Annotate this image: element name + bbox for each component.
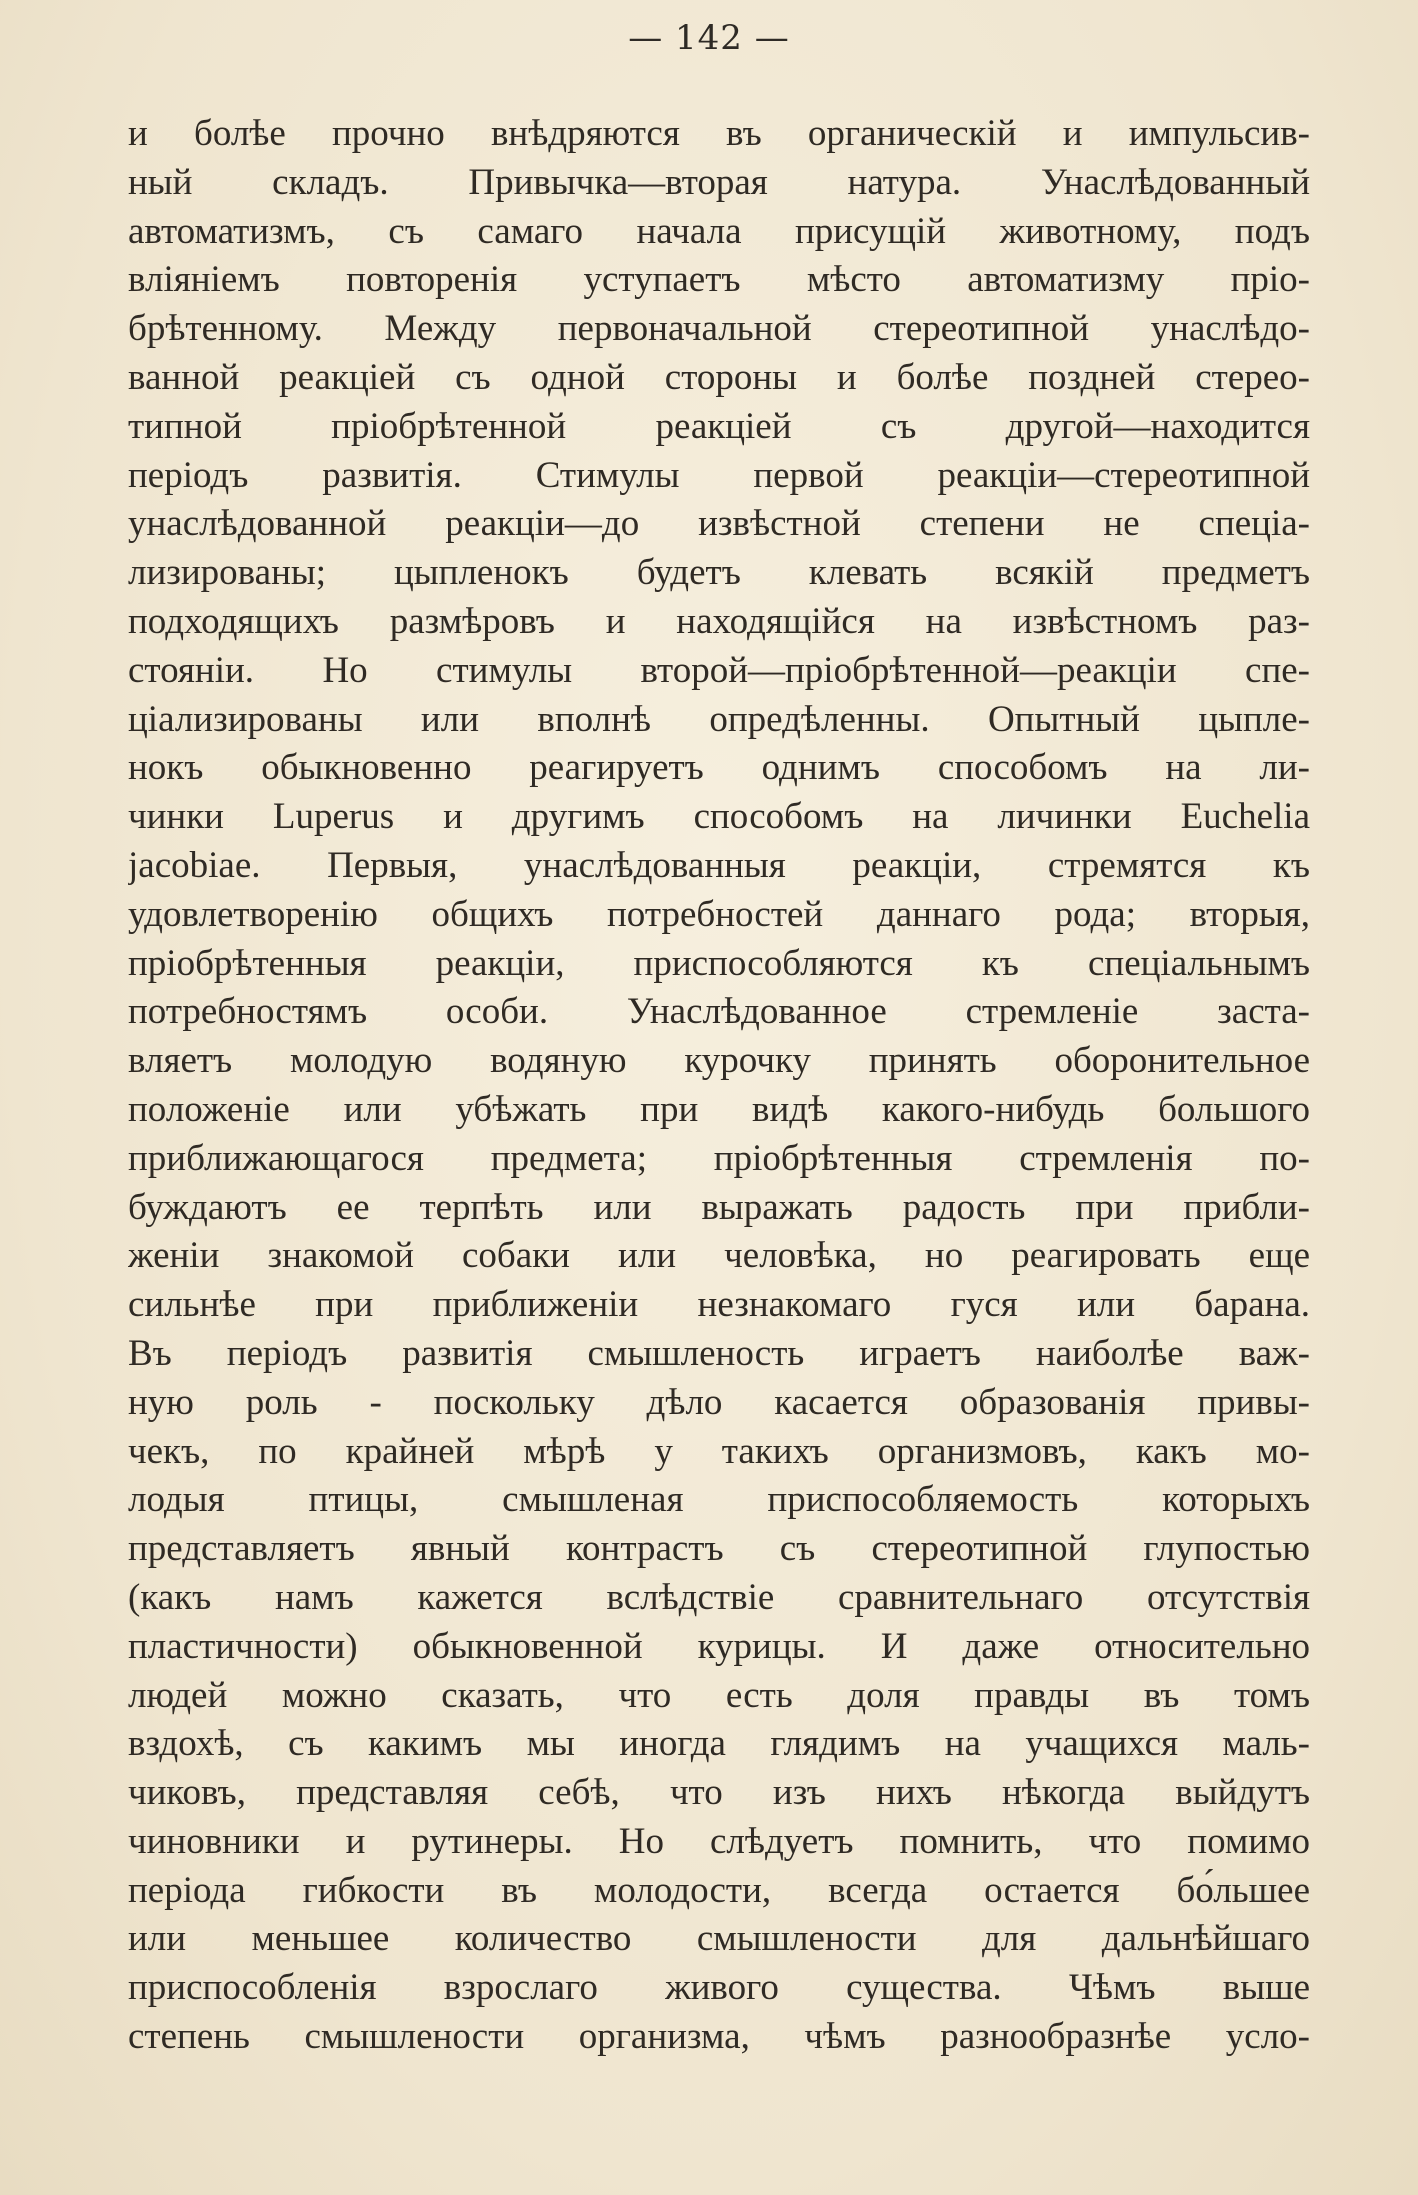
text-line: (какъ намъ кажется вслѣдствіе сравнительнаго отсутствія — [128, 1576, 1310, 1618]
text-line: автоматизмъ, съ самаго начала присущій животному, подъ — [128, 210, 1310, 252]
text-line: лизированы; цыпленокъ будетъ клевать всякій предметъ — [128, 552, 1310, 594]
text-line: періода гибкости въ молодости, всегда остается бо́льшее — [128, 1869, 1310, 1911]
text-line: женіи знакомой собаки или человѣка, но реагировать еще — [128, 1235, 1310, 1277]
text-line: людей можно сказать, что есть доля правды въ томъ — [128, 1674, 1310, 1716]
text-line: ванной реакціей съ одной стороны и болѣе поздней стерео- — [128, 356, 1310, 398]
text-line: jacobiae. Первыя, унаслѣдованныя реакціи, стремятся къ — [128, 844, 1310, 886]
page-number: — 142 — — [628, 18, 790, 58]
text-line: потребностямъ особи. Унаслѣдованное стремленіе заста- — [128, 991, 1310, 1033]
text-line: періодъ развитія. Стимулы первой реакціи—стереотипной — [128, 454, 1310, 496]
text-line: подходящихъ размѣровъ и находящійся на извѣстномъ раз- — [128, 600, 1310, 642]
text-line: положеніе или убѣжать при видѣ какого-нибудь большого — [128, 1088, 1310, 1130]
body-text — [128, 110, 1310, 2062]
text-line: вздохѣ, съ какимъ мы иногда глядимъ на учащихся маль- — [128, 1723, 1310, 1765]
text-line: ціализированы или вполнѣ опредѣленны. Опытный цыпле- — [128, 698, 1310, 740]
text-line: унаслѣдованной реакціи—до извѣстной степени не спеціа- — [128, 503, 1310, 545]
text-line: ный складъ. Привычка—вторая натура. Унаслѣдованный — [128, 161, 1310, 203]
text-line: сильнѣе при приближеніи незнакомаго гуся или барана. — [128, 1284, 1310, 1326]
text-line: чиковъ, представляя себѣ, что изъ нихъ нѣкогда выйдутъ — [128, 1772, 1310, 1814]
text-line: степень смышлености организма, чѣмъ разнообразнѣе усло- — [128, 2016, 1310, 2058]
text-line: чиновники и рутинеры. Но слѣдуетъ помнить, что помимо — [128, 1820, 1310, 1862]
text-line: Въ періодъ развитія смышленость играетъ наиболѣе важ- — [128, 1332, 1310, 1374]
text-line: представляетъ явный контрастъ съ стереотипной глупостью — [128, 1528, 1310, 1570]
text-line: лодыя птицы, смышленая приспособляемость которыхъ — [128, 1479, 1310, 1521]
text-line: стояніи. Но стимулы второй—пріобрѣтенной—реакціи спе- — [128, 649, 1310, 691]
text-line: типной пріобрѣтенной реакціей съ другой—находится — [128, 405, 1310, 447]
text-line: пластичности) обыкновенной курицы. И даже относительно — [128, 1625, 1310, 1667]
text-line: нокъ обыкновенно реагируетъ однимъ способомъ на ли- — [128, 747, 1310, 789]
text-line: или меньшее количество смышлености для дальнѣйшаго — [128, 1918, 1310, 1960]
text-line: ную роль - поскольку дѣло касается образованія привы- — [128, 1381, 1310, 1423]
text-line: брѣтенному. Между первоначальной стереотипной унаслѣдо- — [128, 308, 1310, 350]
text-line: и болѣе прочно внѣдряются въ органическій и импульсив- — [128, 113, 1310, 154]
text-line: приспособленія взрослаго живого существа. Чѣмъ выше — [128, 1967, 1310, 2009]
text-line: чекъ, по крайней мѣрѣ у такихъ организмовъ, какъ мо- — [128, 1430, 1310, 1472]
text-line: вляетъ молодую водяную курочку принять оборонительное — [128, 1040, 1310, 1082]
text-line: буждаютъ ее терпѣть или выражать радость при прибли- — [128, 1186, 1310, 1228]
text-line: пріобрѣтенныя реакціи, приспособляются къ спеціальнымъ — [128, 942, 1310, 984]
text-line: приближающагося предмета; пріобрѣтенныя стремленія по- — [128, 1137, 1310, 1179]
text-line: вліяніемъ повторенія уступаетъ мѣсто автоматизму пріо- — [128, 259, 1310, 301]
text-line: удовлетворенію общихъ потребностей даннаго рода; вторыя, — [128, 893, 1310, 935]
text-line: чинки Luperus и другимъ способомъ на личинки Euchelia — [128, 796, 1310, 838]
